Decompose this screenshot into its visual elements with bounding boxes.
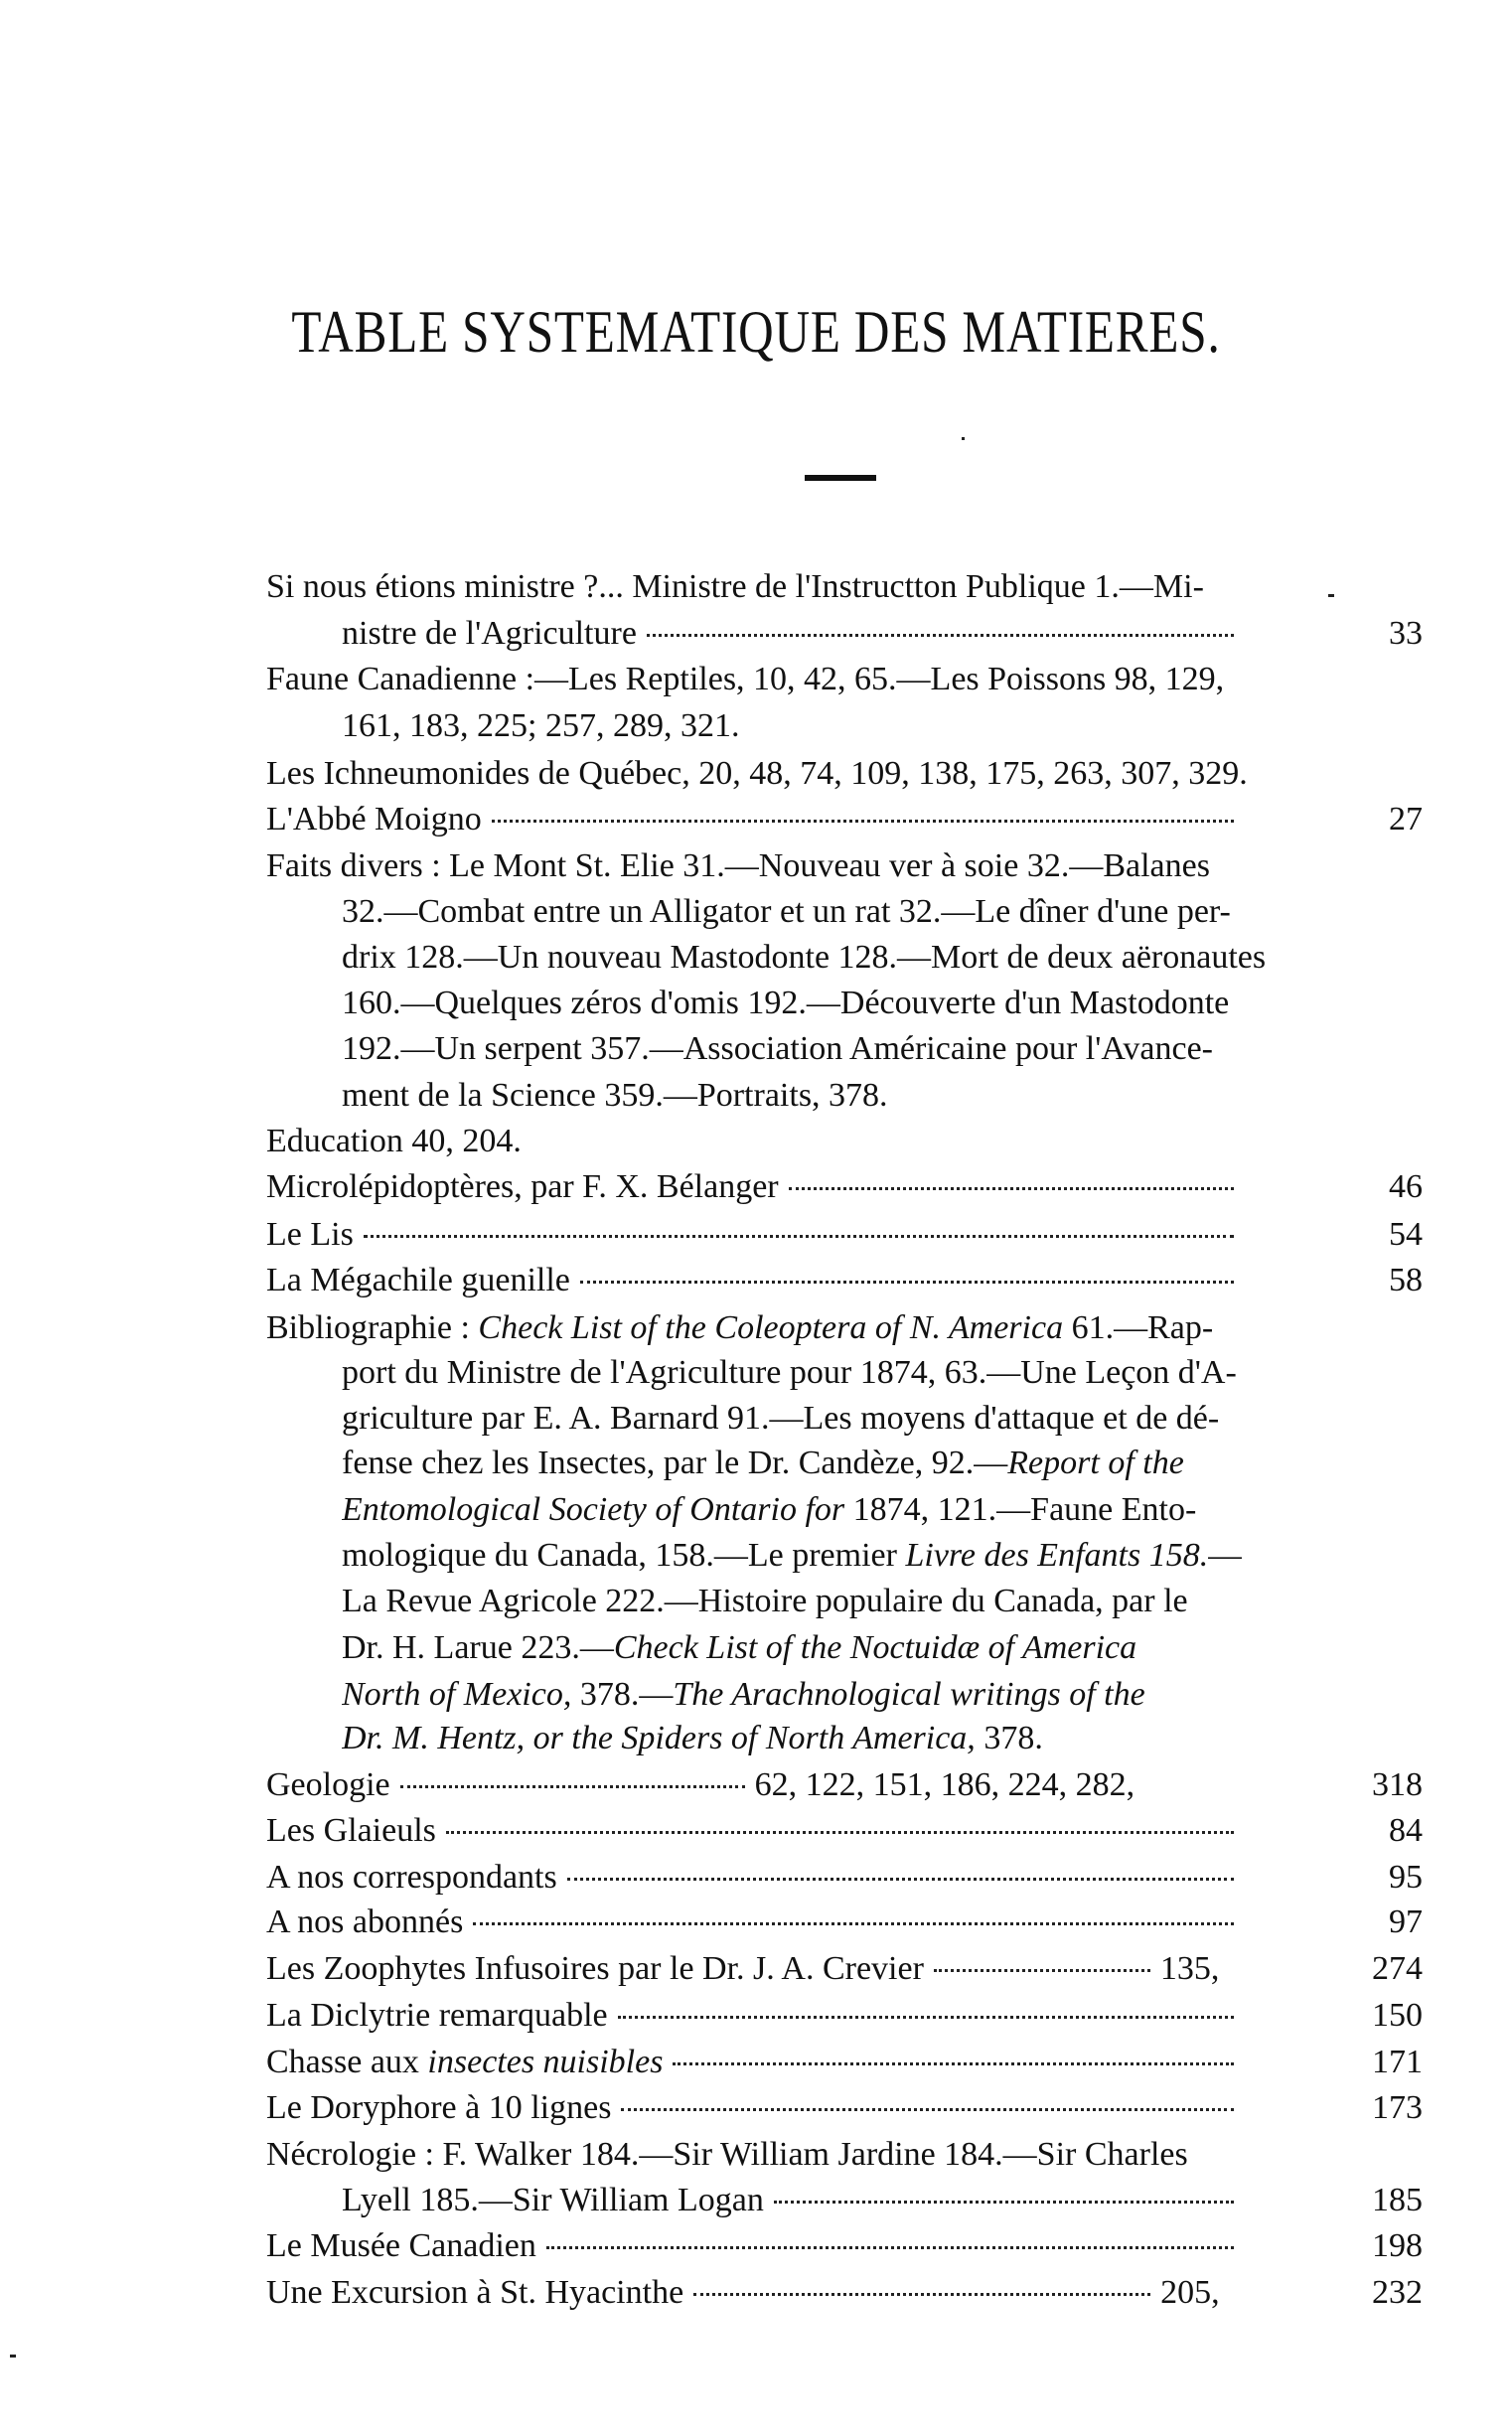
page-title: TABLE SYSTEMATIQUE DES MATIERES. xyxy=(291,299,1221,365)
page-number: 173 xyxy=(1372,2089,1423,2126)
toc-line xyxy=(266,1995,1244,2037)
dot-leader xyxy=(446,1831,1234,1834)
entry-text: Les Ichneumonides de Québec, 20, 48, 74, 109, 138, 175, 263, 307, 329. xyxy=(266,755,1248,792)
entry-text: Une Excursion à St. Hyacinthe xyxy=(266,2274,684,2311)
entry-text: Bibliographie : xyxy=(266,1309,479,1346)
italic-title: The Arachnological writings of the xyxy=(673,1676,1145,1713)
entry-text: Les Zoophytes Infusoires par le Dr. J. A. Crevier xyxy=(266,1950,924,1987)
page-number: 46 xyxy=(1389,1168,1423,1205)
page-list: 62, 122, 151, 186, 224, 282, xyxy=(754,1766,1135,1803)
toc-line xyxy=(266,753,1248,795)
entry-text: Chasse aux xyxy=(266,2044,428,2080)
page-number: 33 xyxy=(1389,615,1423,652)
entry-text: A nos correspondants xyxy=(266,1859,557,1896)
dot-leader xyxy=(647,634,1234,637)
dot-leader xyxy=(400,1785,745,1788)
dot-leader xyxy=(473,1922,1234,1925)
italic-title: insectes nuisibles xyxy=(427,2044,664,2080)
entry-text: — xyxy=(1208,1537,1243,1574)
entry-text: Microlépidoptères, par F. X. Bélanger xyxy=(266,1168,779,1205)
italic-title: Check List of the Noctuidæ of America xyxy=(613,1629,1137,1666)
toc-line xyxy=(342,891,1231,933)
toc-line xyxy=(342,2180,1244,2221)
entry-text: 61.—Rap- xyxy=(1063,1309,1214,1346)
entry-text: 378.— xyxy=(571,1676,674,1713)
entry-text: Nécrologie : F. Walker 184.—Sir William Jardine 184.—Sir Charles xyxy=(266,2136,1188,2173)
italic-title: North of Mexico, xyxy=(342,1676,572,1713)
toc-line xyxy=(266,1902,1244,1943)
toc-line xyxy=(266,2087,1244,2129)
entry-text: fense chez les Insectes, par le Dr. Candèze, 92.— xyxy=(342,1445,1008,1481)
toc-line xyxy=(266,1764,1134,1806)
toc-line xyxy=(342,937,1266,979)
entry-text: drix 128.—Un nouveau Mastodonte 128.—Mort de deux aëronautes xyxy=(342,939,1267,976)
dot-leader xyxy=(621,2108,1234,2111)
entry-text: Faune Canadienne :—Les Reptiles, 10, 42, 65.—Les Poissons 98, 129, xyxy=(266,661,1225,697)
toc-line xyxy=(266,1857,1244,1899)
toc-line xyxy=(266,2134,1188,2176)
page-number: 150 xyxy=(1372,1997,1423,2034)
entry-text: ment de la Science 359.—Portraits, 378. xyxy=(342,1077,888,1114)
italic-title: Check List of the Coleoptera of N. America xyxy=(478,1309,1064,1346)
toc-line xyxy=(342,705,739,747)
toc-line xyxy=(342,983,1229,1024)
entry-text: La Diclytrie remarquable xyxy=(266,1997,608,2034)
dot-leader xyxy=(364,1235,1234,1238)
toc-line xyxy=(266,1214,1244,1256)
toc-line xyxy=(266,2225,1244,2267)
toc-line xyxy=(342,1443,1184,1484)
dot-leader xyxy=(567,1878,1234,1881)
toc-line xyxy=(342,1398,1219,1440)
entry-text: A nos abonnés xyxy=(266,1903,464,1940)
dot-leader xyxy=(580,1281,1234,1284)
page-number: 27 xyxy=(1389,801,1423,837)
toc-line xyxy=(342,1535,1242,1577)
dot-leader xyxy=(789,1187,1234,1190)
toc-line xyxy=(342,1581,1188,1622)
page-number: 54 xyxy=(1389,1216,1423,1253)
entry-text: Faits divers : Le Mont St. Elie 31.—Nouveau ver à soie 32.—Balanes xyxy=(266,847,1210,884)
page-number: 84 xyxy=(1389,1812,1423,1849)
toc-line xyxy=(266,1260,1244,1301)
dot-leader xyxy=(492,820,1234,823)
page-number: 318 xyxy=(1372,1766,1423,1803)
toc-line xyxy=(266,1166,1244,1208)
page-list: 205, xyxy=(1160,2274,1220,2311)
toc-line xyxy=(266,799,1244,840)
dot-leader xyxy=(618,2016,1234,2019)
toc-line xyxy=(266,566,1204,608)
toc-line xyxy=(342,1674,1145,1716)
toc-line xyxy=(342,1352,1237,1394)
toc-line xyxy=(342,1489,1196,1531)
toc-line xyxy=(342,613,1244,655)
toc-line xyxy=(266,845,1210,887)
entry-text: La Revue Agricole 222.—Histoire populaire du Canada, par le xyxy=(342,1583,1188,1619)
entry-text: Les Glaieuls xyxy=(266,1812,436,1849)
page-number: 232 xyxy=(1372,2274,1423,2311)
toc-line xyxy=(266,1948,1219,1990)
italic-title: Report of the xyxy=(1007,1445,1184,1481)
toc-line xyxy=(342,1075,888,1117)
entry-text: nistre de l'Agriculture xyxy=(342,615,637,652)
entry-text: L'Abbé Moigno xyxy=(266,801,482,837)
entry-text: 160.—Quelques zéros d'omis 192.—Découverte d'un Mastodonte xyxy=(342,985,1230,1021)
toc-line xyxy=(342,1627,1136,1669)
italic-title: Entomological Society of Ontario for xyxy=(342,1491,845,1528)
page-number: 274 xyxy=(1372,1950,1423,1987)
entry-text: Geologie xyxy=(266,1766,390,1803)
entry-text: Dr. H. Larue 223.— xyxy=(342,1629,614,1666)
entry-text: 161, 183, 225; 257, 289, 321. xyxy=(342,707,740,744)
entry-text: Le Doryphore à 10 lignes xyxy=(266,2089,612,2126)
page-number: 198 xyxy=(1372,2227,1423,2264)
toc-line xyxy=(266,659,1224,700)
toc-line xyxy=(342,1718,1043,1759)
entry-text: 378. xyxy=(975,1720,1043,1756)
entry-text: mologique du Canada, 158.—Le premier xyxy=(342,1537,906,1574)
dot-leader xyxy=(693,2293,1150,2296)
page-number: 95 xyxy=(1389,1859,1423,1896)
entry-text: Le Musée Canadien xyxy=(266,2227,536,2264)
dot-leader xyxy=(934,1969,1150,1972)
page-list: 135, xyxy=(1159,1950,1220,1987)
toc-line xyxy=(266,1810,1244,1852)
toc-line xyxy=(342,1028,1213,1070)
entry-text: Si nous étions ministre ?... Ministre de l'Instructton Publique 1.—Mi- xyxy=(266,568,1204,605)
italic-title: Livre des Enfants 158. xyxy=(905,1537,1209,1574)
entry-text: port du Ministre de l'Agriculture pour 1874, 63.—Une Leçon d'A- xyxy=(342,1354,1237,1391)
toc-line xyxy=(266,2272,1220,2314)
entry-text: 32.—Combat entre un Alligator et un rat 32.—Le dîner d'une per- xyxy=(342,893,1231,930)
page-number: 97 xyxy=(1389,1903,1423,1940)
page-number: 185 xyxy=(1372,2182,1423,2218)
dot-leader xyxy=(546,2246,1234,2249)
entry-text: Lyell 185.—Sir William Logan xyxy=(342,2182,764,2218)
entry-text: Le Lis xyxy=(266,1216,354,1253)
italic-title: Dr. M. Hentz, or the Spiders of North America, xyxy=(342,1720,976,1756)
page-number: 171 xyxy=(1372,2044,1423,2080)
entry-text: Education 40, 204. xyxy=(266,1123,522,1159)
entry-text: 1874, 121.—Faune Ento- xyxy=(844,1491,1197,1528)
dot-leader xyxy=(673,2062,1234,2065)
entry-text: 192.—Un serpent 357.—Association Américaine pour l'Avance- xyxy=(342,1030,1213,1067)
toc-line xyxy=(266,1307,1213,1349)
toc-line xyxy=(266,1121,522,1162)
dot-leader xyxy=(774,2201,1234,2204)
entry-text: La Mégachile guenille xyxy=(266,1262,570,1298)
toc-line xyxy=(266,2042,1244,2083)
page-number: 58 xyxy=(1389,1262,1423,1298)
entry-text: griculture par E. A. Barnard 91.—Les moyens d'attaque et de dé- xyxy=(342,1400,1220,1437)
